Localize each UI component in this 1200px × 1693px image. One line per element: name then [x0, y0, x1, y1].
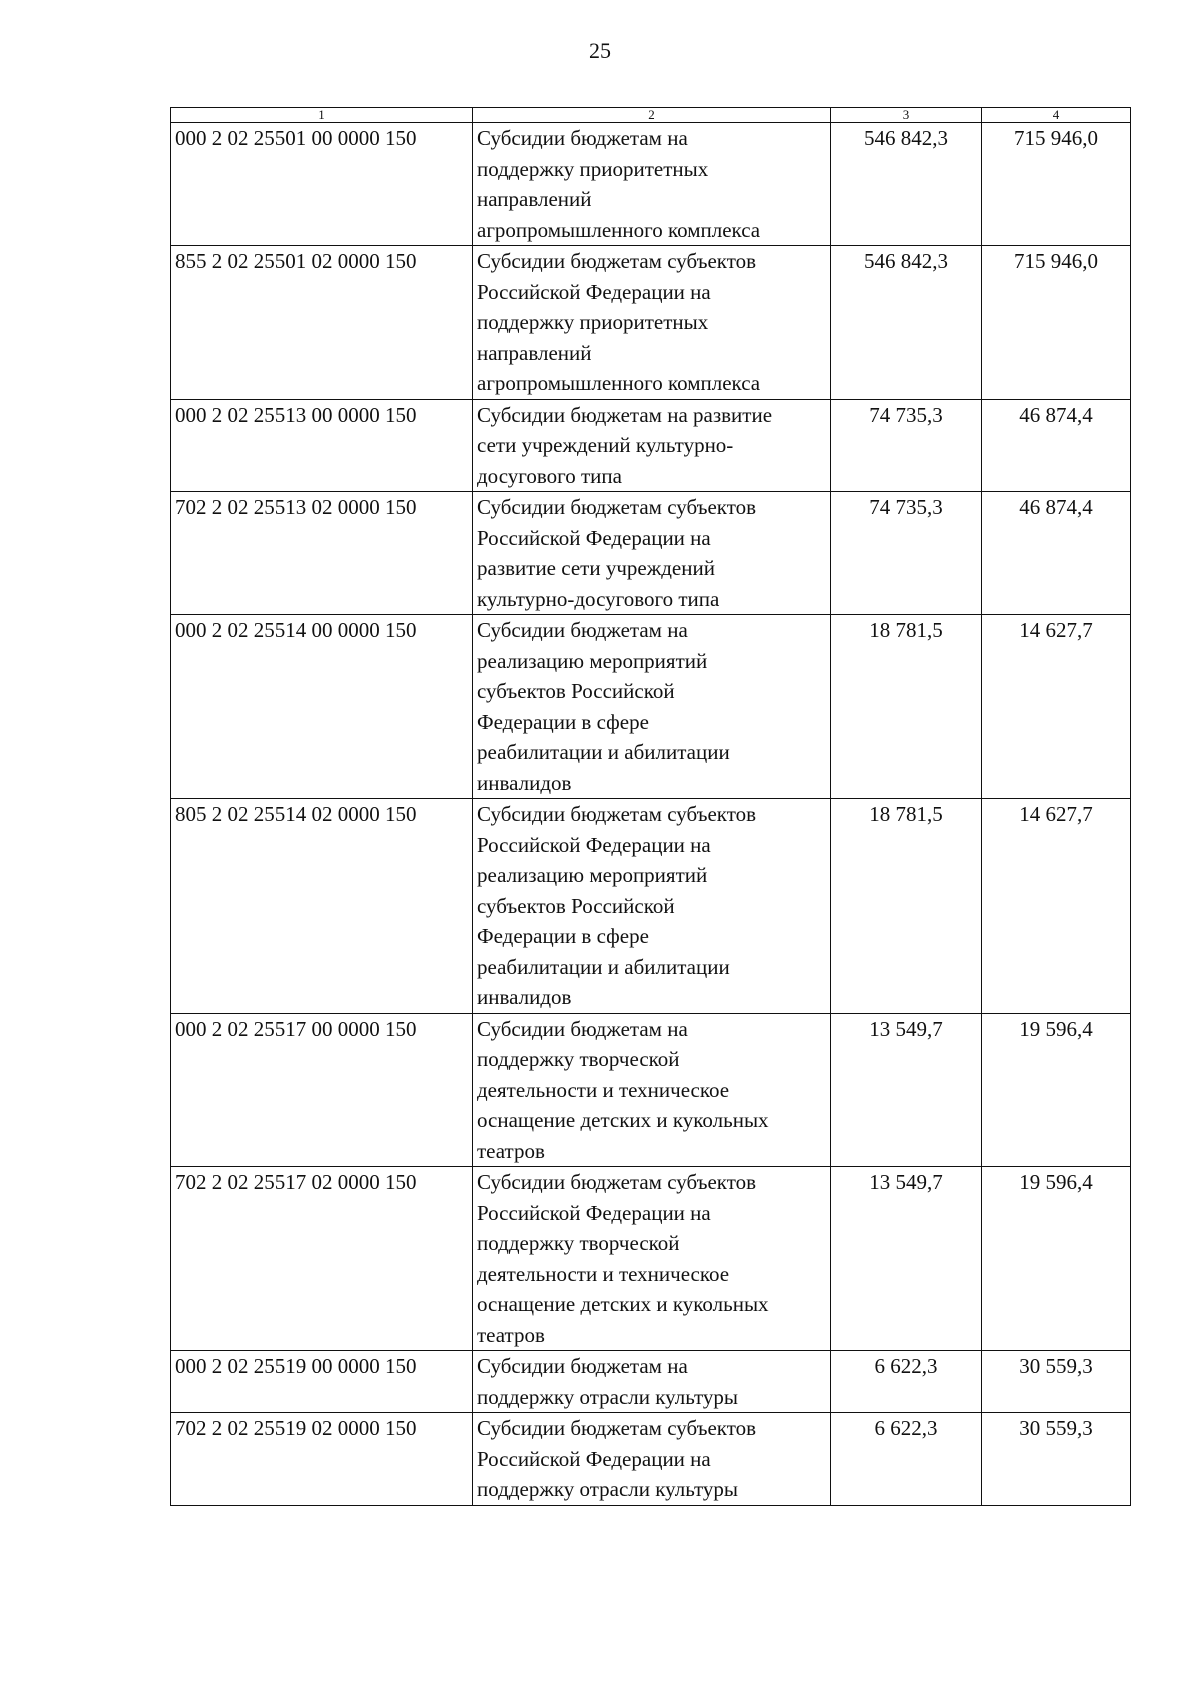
column-header-1: 1	[171, 108, 473, 123]
amount-col3-cell: 546 842,3	[831, 246, 982, 400]
description-line: Российской Федерации на	[477, 525, 711, 550]
description-line: оснащение детских и кукольных	[477, 1108, 769, 1132]
amount-col4-cell: 715 946,0	[982, 123, 1131, 246]
amount-col4-cell: 14 627,7	[982, 615, 1131, 799]
amount-col3-cell: 6 622,3	[831, 1351, 982, 1413]
table-body	[171, 123, 1131, 1506]
description-line: Федерации в сфере	[477, 924, 649, 948]
description-line: культурно-досугового типа	[477, 586, 720, 611]
description-line: поддержку приоритетных	[477, 156, 709, 181]
description-line: Российской Федерации на	[477, 1446, 711, 1471]
description-line: поддержку отрасли культуры	[477, 1384, 739, 1409]
description-line: Субсидии бюджетам на	[477, 126, 688, 150]
description-line: театров	[477, 1322, 545, 1347]
table-header	[171, 108, 1131, 123]
description-line: реабилитации и абилитации	[477, 740, 730, 764]
table-row	[171, 1013, 1131, 1167]
column-header-4: 4	[982, 108, 1131, 123]
description-cell	[473, 1351, 831, 1413]
header-row	[171, 108, 1131, 123]
budget-table	[170, 107, 1131, 1506]
description-line: поддержку творческой	[477, 1231, 680, 1255]
budget-code-cell: 702 2 02 25513 02 0000 150	[171, 492, 473, 615]
column-header-3: 3	[831, 108, 982, 123]
description-cell	[473, 1167, 831, 1351]
amount-col4-cell: 46 874,4	[982, 399, 1131, 492]
table-row	[171, 246, 1131, 400]
page-number: 25	[589, 38, 611, 63]
description-cell	[473, 799, 831, 1014]
table-row	[171, 1413, 1131, 1506]
description-line: реабилитации и абилитации	[477, 954, 730, 979]
budget-code-cell: 702 2 02 25517 02 0000 150	[171, 1167, 473, 1351]
description-line: Федерации в сфере	[477, 709, 649, 734]
budget-code-cell: 805 2 02 25514 02 0000 150	[171, 799, 473, 1014]
description-line: Субсидии бюджетам субъектов	[477, 495, 757, 519]
description-cell	[473, 1413, 831, 1506]
description-line: реализацию мероприятий	[477, 863, 708, 887]
budget-code-cell: 000 2 02 25517 00 0000 150	[171, 1013, 473, 1167]
description-line: Субсидии бюджетам на	[477, 618, 688, 642]
description-line: направлений	[477, 340, 592, 365]
amount-col4-cell: 19 596,4	[982, 1167, 1131, 1351]
description-line: поддержку приоритетных	[477, 310, 709, 334]
description-line: деятельности и техническое	[477, 1261, 730, 1286]
description-line: деятельности и техническое	[477, 1077, 730, 1102]
amount-col4-cell: 19 596,4	[982, 1013, 1131, 1167]
description-line: Субсидии бюджетам на развитие	[477, 402, 773, 427]
description-line: театров	[477, 1138, 545, 1163]
description-line: поддержку отрасли культуры	[477, 1477, 739, 1501]
description-line: реализацию мероприятий	[477, 648, 708, 673]
table-row	[171, 1351, 1131, 1413]
description-line: направлений	[477, 187, 592, 211]
description-line: сети учреждений культурно-	[477, 433, 734, 457]
description-line: Российской Федерации на	[477, 279, 711, 304]
table-row	[171, 799, 1131, 1014]
table-row	[171, 123, 1131, 246]
description-cell	[473, 246, 831, 400]
description-line: Субсидии бюджетам на	[477, 1354, 688, 1378]
description-line: Субсидии бюджетам субъектов	[477, 249, 757, 273]
description-line: поддержку творческой	[477, 1047, 680, 1071]
amount-col3-cell: 13 549,7	[831, 1013, 982, 1167]
description-cell	[473, 492, 831, 615]
description-line: Российской Федерации на	[477, 832, 711, 857]
description-line: Субсидии бюджетам субъектов	[477, 802, 757, 826]
budget-code-cell: 000 2 02 25514 00 0000 150	[171, 615, 473, 799]
amount-col4-cell: 30 559,3	[982, 1351, 1131, 1413]
amount-col4-cell: 715 946,0	[982, 246, 1131, 400]
description-line: Субсидии бюджетам на	[477, 1016, 688, 1041]
description-line: развитие сети учреждений	[477, 556, 715, 580]
column-header-2: 2	[473, 108, 831, 123]
description-line: субъектов Российской	[477, 893, 675, 918]
description-line: инвалидов	[477, 770, 572, 795]
amount-col3-cell: 18 781,5	[831, 799, 982, 1014]
amount-col3-cell: 18 781,5	[831, 615, 982, 799]
description-line: Российской Федерации на	[477, 1200, 711, 1225]
budget-code-cell: 000 2 02 25519 00 0000 150	[171, 1351, 473, 1413]
amount-col4-cell: 30 559,3	[982, 1413, 1131, 1506]
table-row	[171, 492, 1131, 615]
amount-col3-cell: 546 842,3	[831, 123, 982, 246]
description-line: Субсидии бюджетам субъектов	[477, 1416, 757, 1440]
budget-code-cell: 000 2 02 25513 00 0000 150	[171, 399, 473, 492]
description-line: инвалидов	[477, 985, 572, 1009]
table-row	[171, 399, 1131, 492]
description-cell	[473, 1013, 831, 1167]
description-line: субъектов Российской	[477, 679, 675, 703]
budget-code-cell: 702 2 02 25519 02 0000 150	[171, 1413, 473, 1506]
budget-code-cell: 000 2 02 25501 00 0000 150	[171, 123, 473, 246]
amount-col4-cell: 14 627,7	[982, 799, 1131, 1014]
budget-code-cell: 855 2 02 25501 02 0000 150	[171, 246, 473, 400]
description-cell	[473, 615, 831, 799]
description-line: досугового типа	[477, 463, 622, 488]
amount-col3-cell: 6 622,3	[831, 1413, 982, 1506]
description-line: агропромышленного комплекса	[477, 217, 761, 242]
amount-col3-cell: 74 735,3	[831, 399, 982, 492]
description-line: агропромышленного комплекса	[477, 371, 761, 395]
amount-col3-cell: 74 735,3	[831, 492, 982, 615]
description-cell	[473, 123, 831, 246]
table-row	[171, 615, 1131, 799]
description-line: Субсидии бюджетам субъектов	[477, 1170, 757, 1194]
table-row	[171, 1167, 1131, 1351]
amount-col4-cell: 46 874,4	[982, 492, 1131, 615]
description-line: оснащение детских и кукольных	[477, 1292, 769, 1316]
description-cell	[473, 399, 831, 492]
amount-col3-cell: 13 549,7	[831, 1167, 982, 1351]
